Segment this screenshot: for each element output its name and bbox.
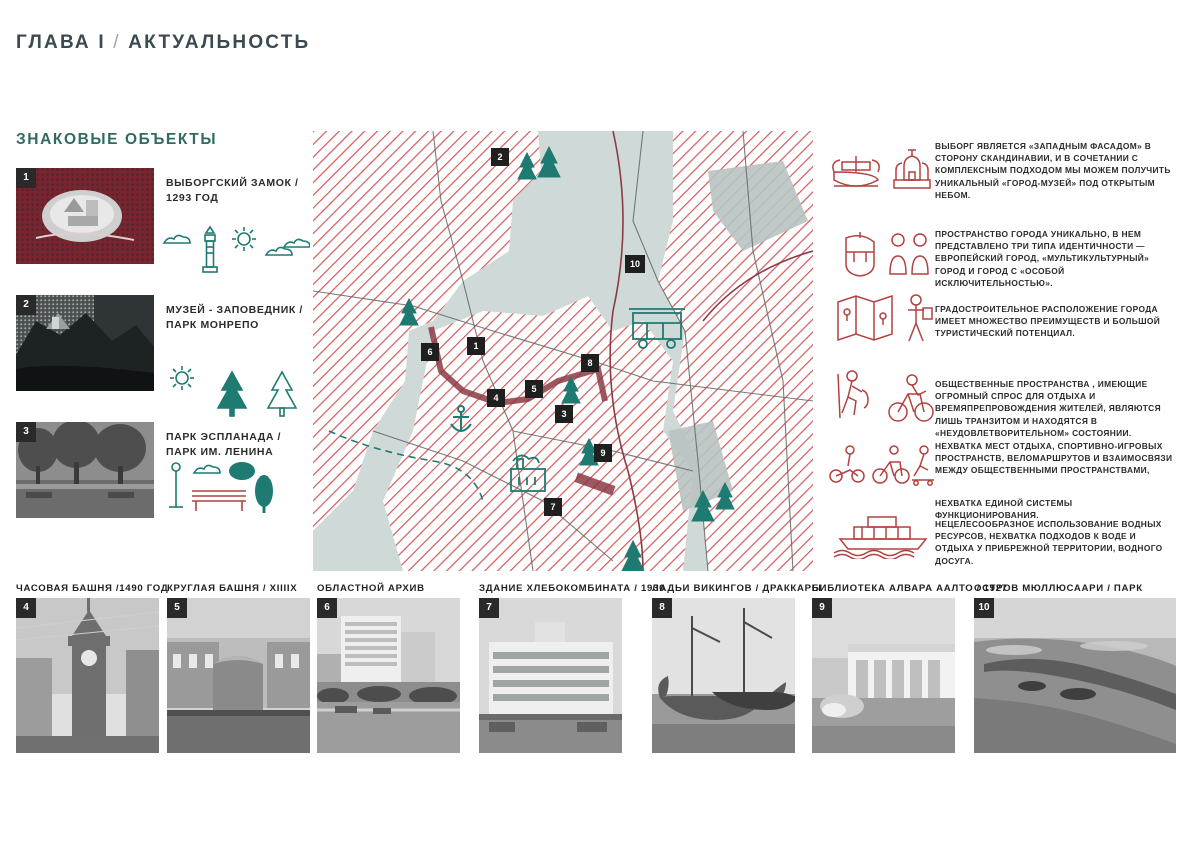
right-icons-1 xyxy=(828,140,928,207)
landmark-caption-2-line1: МУЗЕЙ - ЗАПОВЕДНИК / xyxy=(166,304,303,316)
landmark-number-1: 1 xyxy=(16,168,36,188)
landmark-caption-3-line1: ПАРК ЭСПЛАНАДА / xyxy=(166,431,282,443)
page-title xyxy=(16,32,310,54)
title-separator: / xyxy=(113,32,121,53)
bottom-number-8: 8 xyxy=(652,598,672,618)
bottom-number-7: 7 xyxy=(479,598,499,618)
landmark-caption-1-line2: 1293 ГОД xyxy=(166,192,219,204)
right-icons-7 xyxy=(828,505,928,564)
cloud-icon xyxy=(164,235,190,243)
aerial-photo-viborg-castle xyxy=(16,168,154,264)
bottom-card-6[interactable] xyxy=(317,598,460,753)
map-canvas xyxy=(313,131,813,571)
bakery-plant-photo xyxy=(479,598,622,753)
landmark-number-2: 2 xyxy=(16,295,36,315)
island-aerial-photo xyxy=(974,598,1176,753)
section-title-landmarks: ЗНАКОВЫЕ ОБЪЕКТЫ xyxy=(16,131,218,148)
map-marker-7[interactable]: 7 xyxy=(544,498,562,516)
right-text-2: ПРОСТРАНСТВО ГОРОДА УНИКАЛЬНО, В НЕМ ПРЕДСТАВЛЕНО ТРИ ТИПА ИДЕНТИЧНОСТИ — ЕВРОПЕЙСКИЙ ГОРОД, «МУЛЬТИКУЛЬТУРНЫЙ» ГОРОД И ГОРОД С «ОСОБОЙ ИСКЛЮЧИТЕЛЬНОСТЬЮ». xyxy=(935,229,1150,288)
bottom-caption-5: КРУГЛАЯ БАШНЯ / XIIIIX xyxy=(167,583,298,594)
landmark-caption-1-line1: ВЫБОРГСКИЙ ЗАМОК / xyxy=(166,177,299,189)
bottom-number-4: 4 xyxy=(16,598,36,618)
bike-icon xyxy=(873,446,909,483)
knight-helmet-icon xyxy=(846,232,874,276)
streetlamp-icon xyxy=(169,463,183,507)
bottom-number-5: 5 xyxy=(167,598,187,618)
bottom-caption-6: ОБЛАСТНОЙ АРХИВ xyxy=(317,583,425,594)
bottom-card-5[interactable] xyxy=(167,598,310,753)
bench-icon xyxy=(192,491,246,511)
right-text-1: ВЫБОРГ ЯВЛЯЕТСЯ «ЗАПАДНЫМ ФАСАДОМ» В СТОРОНУ СКАНДИНАВИИ, И В СОЧЕТАНИИ С КОМПЛЕКСНЫМ ПОДХОДОМ МЫ МОЖЕМ ПОЛУЧИТЬ УНИКАЛЬНЫЙ «ГОРОД-МУЗЕЙ» ПОД ОТКРЫТЫМ НЕБОМ. xyxy=(935,141,1171,200)
right-text-5: НЕХВАТКА МЕСТ ОТДЫХА, СПОРТИВНО-ИГРОВЫХ ПРОСТРАНСТВ, ВЕЛОМАРШРУТОВ И ВЗАИМОСВЯЗИ МЕЖДУ ОБЩЕСТВЕННЫМИ ПРОСТРАНСТВАМИ, xyxy=(935,441,1173,476)
map-marker-3[interactable]: 3 xyxy=(555,405,573,423)
landmark-card-3[interactable] xyxy=(16,422,154,518)
tourist-icon xyxy=(908,295,932,341)
clock-tower-photo xyxy=(16,598,159,753)
viking-boats-photo xyxy=(652,598,795,753)
landmark-number-3: 3 xyxy=(16,422,36,442)
bottom-caption-10: ОСТРОВ МЮЛЛЮСААРИ / ПАРК xyxy=(974,583,1143,594)
aalto-library-photo xyxy=(812,598,955,753)
map-marker-1[interactable]: 1 xyxy=(467,337,485,355)
bottom-caption-4: ЧАСОВАЯ БАШНЯ /1490 ГОД xyxy=(16,583,169,594)
map-marker-2[interactable]: 2 xyxy=(491,148,509,166)
landmark-caption-3-line2: ПАРК ИМ. ЛЕНИНА xyxy=(166,446,274,458)
bottom-caption-9: БИБЛИОТЕКА АЛВАРА ААЛТО / 1927 xyxy=(812,583,1008,594)
sun-icon xyxy=(170,366,194,390)
landmark-icons-2 xyxy=(160,360,310,420)
chapter-title: АКТУАЛЬНОСТЬ xyxy=(128,32,311,53)
bottom-caption-8: ЛАДЬИ ВИКИНГОВ / ДРАККАРЫ xyxy=(652,583,822,594)
right-text-3: ГРАДОСТРОИТЕЛЬНОЕ РАСПОЛОЖЕНИЕ ГОРОДА ИМЕЕТ МНОЖЕСТВО ПРЕИМУЩЕСТВ И БОЛЬШОЙ ТУРИСТИЧЕСКИЙ ПОТЕНЦИАЛ. xyxy=(935,304,1161,339)
bottom-card-8[interactable] xyxy=(652,598,795,753)
map-fold-icon xyxy=(838,296,892,340)
bottom-card-9[interactable] xyxy=(812,598,955,753)
viking-ship-icon xyxy=(833,156,879,186)
bottom-card-7[interactable] xyxy=(479,598,622,753)
bottom-card-4[interactable] xyxy=(16,598,159,753)
bush-icon xyxy=(229,462,255,480)
church-icon xyxy=(894,150,930,188)
right-icons-3 xyxy=(828,290,928,353)
round-tower-photo xyxy=(167,598,310,753)
map-marker-10[interactable]: 10 xyxy=(625,255,645,273)
landmark-card-1[interactable] xyxy=(16,168,154,264)
landmark-icons-1 xyxy=(160,225,310,285)
tree-icon xyxy=(268,372,296,416)
vyborg-city-map[interactable] xyxy=(313,131,813,571)
park-trees-photo xyxy=(16,422,154,518)
bottom-number-10: 10 xyxy=(974,598,994,618)
bottom-number-6: 6 xyxy=(317,598,337,618)
map-marker-8[interactable]: 8 xyxy=(581,354,599,372)
cloud-icon xyxy=(194,465,220,473)
regional-archive-photo xyxy=(317,598,460,753)
landmark-card-2[interactable] xyxy=(16,295,154,391)
cyclist-icon xyxy=(889,375,933,421)
tree-icon xyxy=(255,475,273,513)
right-text-4: ОБЩЕСТВЕННЫЕ ПРОСТРАНСТВА , ИМЕЮЩИЕ ОГРОМНЫЙ СПРОС ДЛЯ ОТДЫХА И ВРЕМЯПРЕПРОВОЖДЕНИЯ ЖИТЕЛЕЙ, ЯВЛЯЮТСЯ ЛИШЬ ТРАНЗИТОМ И НАХОДЯТСЯ В «НЕУДОВЛЕТВОРИТЕЛЬНОМ» СОСТОЯНИИ. xyxy=(935,379,1161,438)
landmark-caption-1 xyxy=(166,176,306,206)
landmark-icons-3 xyxy=(160,455,310,515)
landmark-caption-2 xyxy=(166,303,306,333)
right-text-7: НЕЦЕЛЕСООБРАЗНОЕ ИСПОЛЬЗОВАНИЕ ВОДНЫХ РЕСУРСОВ, НЕХВАТКА ПОДХОДОВ К ВОДЕ И ОТДЫХА У ПРИБРЕЖНОЙ ТЕРРИТОРИИ, ВОДНОГО ДОСУГА. xyxy=(935,519,1163,566)
people-pair-icon xyxy=(890,234,928,274)
tree-icon xyxy=(218,372,246,416)
right-icons-4 xyxy=(828,368,928,429)
map-marker-4[interactable]: 4 xyxy=(487,389,505,407)
map-marker-5[interactable]: 5 xyxy=(525,380,543,398)
rocky-shore-photo xyxy=(16,295,154,391)
landmark-caption-2-line2: ПАРК МОНРЕПО xyxy=(166,319,259,331)
bottom-caption-7: ЗДАНИЕ ХЛЕБОКОМБИНАТА / 1930 xyxy=(479,583,666,594)
bottom-number-9: 9 xyxy=(812,598,832,618)
bottom-card-10[interactable] xyxy=(974,598,1176,753)
chapter-label: ГЛАВА I xyxy=(16,32,106,53)
right-icons-2 xyxy=(828,228,928,289)
map-marker-9[interactable]: 9 xyxy=(594,444,612,462)
scooter-icon xyxy=(830,446,864,482)
skater-icon xyxy=(912,446,934,485)
map-marker-6[interactable]: 6 xyxy=(421,343,439,361)
ferry-boat-icon xyxy=(834,517,926,559)
hiker-icon xyxy=(838,371,868,418)
sun-icon xyxy=(232,227,256,251)
right-icons-5 xyxy=(828,440,928,491)
right-text-6: НЕХВАТКА ЕДИНОЙ СИСТЕМЫ ФУНКЦИОНИРОВАНИЯ. xyxy=(935,498,1073,521)
